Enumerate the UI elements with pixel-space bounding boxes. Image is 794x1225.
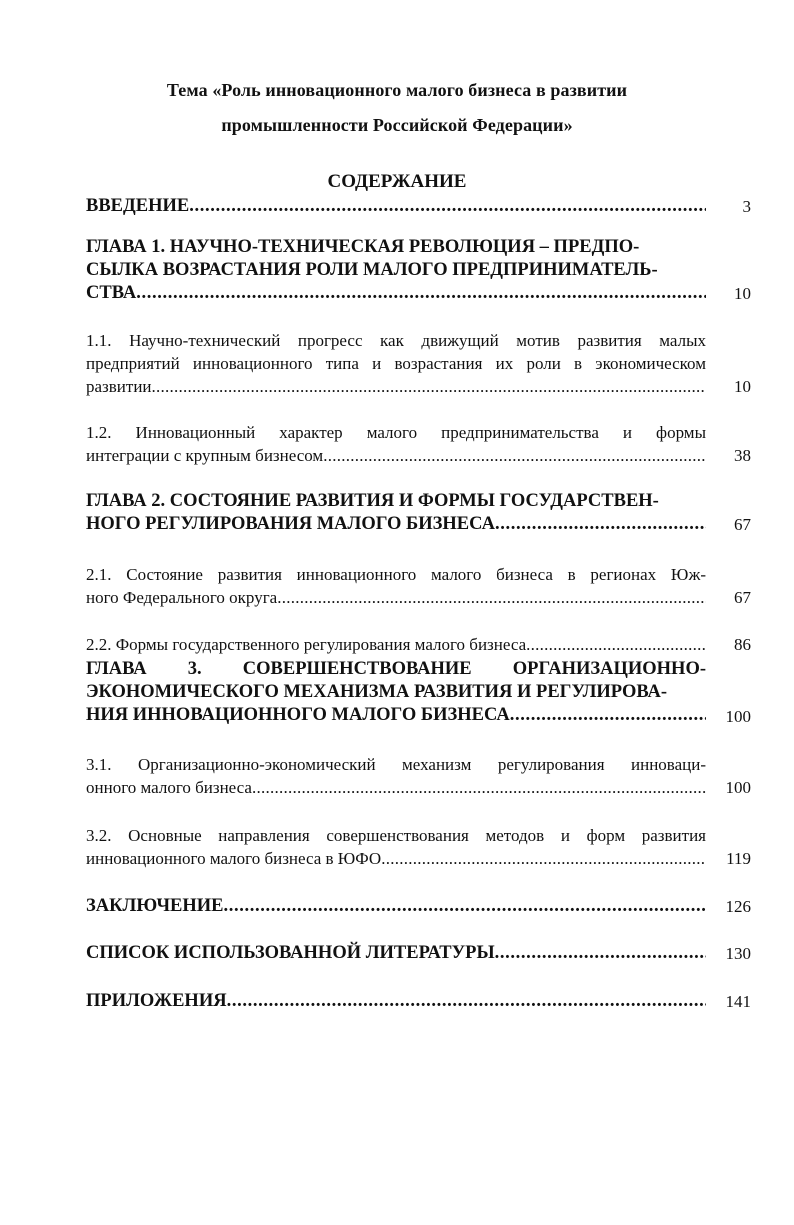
- entry-text: СПИСОК ИСПОЛЬЗОВАННОЙ ЛИТЕРАТУРЫ: [86, 943, 495, 963]
- page-number-section-2-2: 86: [734, 635, 751, 654]
- leader-dots: [277, 586, 706, 609]
- leader-dots: [510, 704, 706, 727]
- leader-dots: [136, 282, 706, 305]
- entry-text: СТВА: [86, 283, 137, 303]
- entry-text: развитии: [86, 377, 152, 396]
- entry-text: инновационного малого бизнеса в ЮФО: [86, 849, 382, 868]
- page-number-section-3-1: 100: [725, 778, 751, 797]
- entry-text: НИЯ ИННОВАЦИОННОГО МАЛОГО БИЗНЕСА: [86, 705, 510, 725]
- toc-entry-section-2-1[interactable]: [86, 563, 706, 609]
- leader-dots: [381, 847, 706, 870]
- entry-line: 2.1. Состояние развития инновационного малого бизнеса в регионах Юж-: [86, 565, 706, 584]
- entry-text: интеграции с крупным бизнесом: [86, 446, 324, 465]
- toc-entry-chapter-3[interactable]: [86, 658, 706, 727]
- page-number-section-2-1: 67: [734, 588, 751, 607]
- toc-entry-chapter-1[interactable]: [86, 236, 706, 305]
- toc-entry-appendices[interactable]: [86, 990, 706, 1013]
- page-number-section-1-2: 38: [734, 446, 751, 465]
- entry-line: 3.1. Организационно-экономический механизм регулирования инноваци-: [86, 755, 706, 774]
- toc-entry-chapter-2[interactable]: [86, 490, 706, 536]
- leader-dots: [495, 513, 706, 536]
- page-number-section-3-2: 119: [726, 849, 751, 868]
- toc-entry-section-1-2[interactable]: [86, 421, 706, 467]
- leader-dots: [526, 633, 706, 656]
- toc-title: СОДЕРЖАНИЕ: [327, 171, 467, 192]
- leader-dots: [252, 776, 706, 799]
- toc-entry-intro[interactable]: [86, 195, 706, 218]
- leader-dots: [152, 375, 706, 398]
- toc-entry-section-2-2[interactable]: [86, 633, 706, 656]
- page-number-chapter-3: 100: [725, 707, 751, 726]
- page-number-references: 130: [725, 944, 751, 963]
- leader-dots: [189, 195, 706, 218]
- entry-text: ГЛАВА 1. НАУЧНО-ТЕХНИЧЕСКАЯ РЕВОЛЮЦИЯ – ПРЕДПО-: [86, 237, 640, 257]
- entry-text: ЗАКЛЮЧЕНИЕ: [86, 896, 224, 916]
- entry-line: ГЛАВА 3. СОВЕРШЕНСТВОВАНИЕ ОРГАНИЗАЦИОННО-: [86, 659, 706, 679]
- entry-text: ГЛАВА 2. СОСТОЯНИЕ РАЗВИТИЯ И ФОРМЫ ГОСУДАРСТВЕН-: [86, 491, 659, 511]
- entry-line: 3.2. Основные направления совершенствования методов и форм развития: [86, 826, 706, 845]
- toc-entry-references[interactable]: [86, 942, 706, 965]
- page-number-conclusion: 126: [725, 897, 751, 916]
- leader-dots: [227, 990, 706, 1013]
- leader-dots: [224, 895, 707, 918]
- entry-line: [86, 236, 706, 259]
- entry-text: ного Федерального округа: [86, 588, 278, 607]
- entry-line: [86, 681, 706, 704]
- toc-entry-section-3-2[interactable]: [86, 824, 706, 870]
- page-number-section-1-1: 10: [734, 377, 751, 396]
- entry-line: 1.2. Инновационный характер малого предпринимательства и формы: [86, 423, 706, 442]
- entry-text: НОГО РЕГУЛИРОВАНИЯ МАЛОГО БИЗНЕСА: [86, 514, 495, 534]
- entry-line: [86, 259, 706, 282]
- entry-line: предприятий инновационного типа и возрастания их роли в экономическом: [86, 354, 706, 373]
- entry-text: ВВЕДЕНИЕ: [86, 196, 190, 216]
- toc-entry-section-3-1[interactable]: [86, 753, 706, 799]
- page-number-chapter-1: 10: [734, 284, 751, 303]
- page-number-chapter-2: 67: [734, 515, 751, 534]
- page-number-intro: 3: [742, 197, 751, 216]
- page-number-appendices: 141: [725, 992, 751, 1011]
- leader-dots: [323, 444, 706, 467]
- entry-text: ЭКОНОМИЧЕСКОГО МЕХАНИЗМА РАЗВИТИЯ И РЕГУЛИРОВА-: [86, 682, 668, 702]
- entry-line: [86, 490, 706, 513]
- entry-text: 2.2. Формы государственного регулирования малого бизнеса: [86, 635, 527, 654]
- entry-line: 1.1. Научно-технический прогресс как движущий мотив развития малых: [86, 331, 706, 350]
- toc-entry-conclusion[interactable]: [86, 895, 706, 918]
- entry-text: СЫЛКА ВОЗРАСТАНИЯ РОЛИ МАЛОГО ПРЕДПРИНИМАТЕЛЬ-: [86, 260, 658, 280]
- toc-entry-section-1-1[interactable]: [86, 329, 706, 398]
- leader-dots: [495, 942, 706, 965]
- entry-text: онного малого бизнеса: [86, 778, 252, 797]
- entry-text: ПРИЛОЖЕНИЯ: [86, 991, 227, 1011]
- topic-line-1: Тема «Роль инновационного малого бизнеса в развитии: [166, 80, 628, 100]
- topic-line-2: промышленности Российской Федерации»: [221, 115, 573, 135]
